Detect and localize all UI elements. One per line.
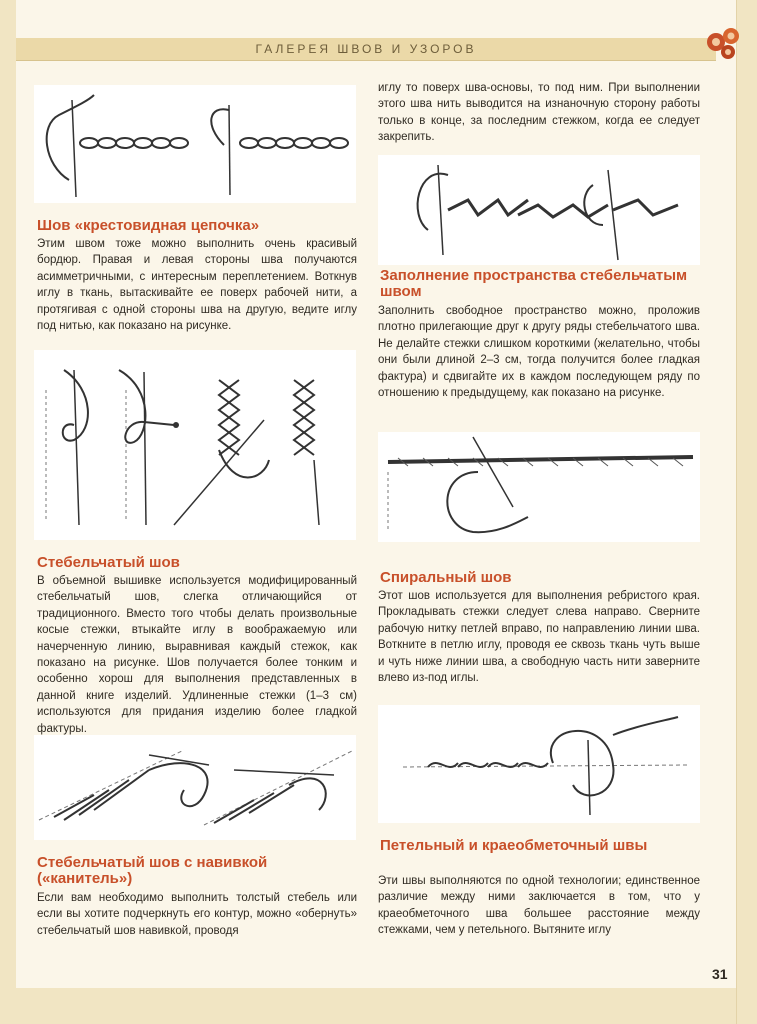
ornament-icon (698, 20, 744, 66)
section-text-stem-stitch: В объемной вышивке используется модифицированный стебельчатый шов, слегка отличающийся от традиционного. Вместо того чтобы делать произвольные косые стежки, втыкайте иглу в воображаемую или начерченную линию, выравнивая каждый стежок, как показано на рисунке. Шов получается более тонким и особенно хорош для выполнения представленных в данной книге изделий. Удлиненные стежки (1–3 см) используются для придания изделию более гладкой фактуры. (37, 575, 357, 735)
section-heading-whipped-stem: Стебельчатый шов с навивкой («канитель») (37, 854, 268, 887)
section-heading-buttonhole: Петельный и краеобметочный швы (380, 837, 648, 854)
section-text-spiral-stitch: Этот шов используется для выполнения ребристого края. Прокладывать стежки следует слева направо. Сверните рабочую нитку петлей вправо, по направлению линии шва. Воткните в петлю иглу, проводя ее сквозь ткань чуть выше и чуть ниже линии шва, а свободную часть нити заверните влево из-под иглы. (378, 590, 700, 685)
illustration-whipped-stem (34, 735, 356, 840)
illustration-stem-stitch (34, 350, 356, 540)
page-edge (736, 0, 757, 1024)
page-number: 31 (712, 966, 728, 982)
page-footer-band (16, 988, 736, 1024)
illustration-filling-stem (378, 432, 700, 542)
section-text-continued: иглу то поверх шва-основы, то под ним. При выполнении этого шва нить выводится на изнаночную сторону работы только в конце, за последним стежком, когда ее следует закрепить. (378, 82, 700, 144)
section-heading-stem-stitch: Стебельчатый шов (37, 554, 180, 571)
section-text-whipped-stem: Если вам необходимо выполнить толстый стебель или если вы хотите подчеркнуть его контур, можно «обернуть» стебельчатый шов навивкой, проводя (37, 892, 357, 937)
header-title: ГАЛЕРЕЯ ШВОВ И УЗОРОВ (255, 42, 477, 56)
section-text-filling-stem: Заполнить свободное пространство можно, проложив плотно прилегающие друг к другу ряды стебельчатого шва. Не делайте стежки слишком короткими (желательно, чтобы они были длиной 2–3 см, тогда получится более гладкая фактура) и сдвигайте их в каждом последующем ряду по отношению к предыдущему, как показано на рисунке. (378, 305, 700, 400)
section-heading-filling-stem: Заполнение пространства стебельчатым швом (380, 267, 688, 300)
page-header (16, 38, 716, 61)
illustration-spiral-stitch (378, 705, 700, 823)
section-heading-spiral-stitch: Спиральный шов (380, 569, 512, 586)
section-heading-cross-chain: Шов «крестовидная цепочка» (37, 217, 260, 234)
page-gutter (0, 0, 16, 1024)
section-text-cross-chain: Этим швом тоже можно выполнить очень красивый бордюр. Правая и левая стороны шва получаются асимметричными, с интересным переплетением. Воткнув иглу в ткань, вытаскивайте ее поверх рабочей нити, а протягивая с одной стороны шва на другую, ведите иглу под нитью, как показано на рисунке. (37, 238, 357, 333)
illustration-cross-chain (34, 85, 356, 203)
illustration-whipping (378, 155, 700, 265)
section-text-buttonhole: Эти швы выполняются по одной технологии; единственное различие между ними заключается в том, что у краеобметочного шва большее расстояние между стежками, чем у петельного. Вытяните иглу (378, 875, 700, 937)
